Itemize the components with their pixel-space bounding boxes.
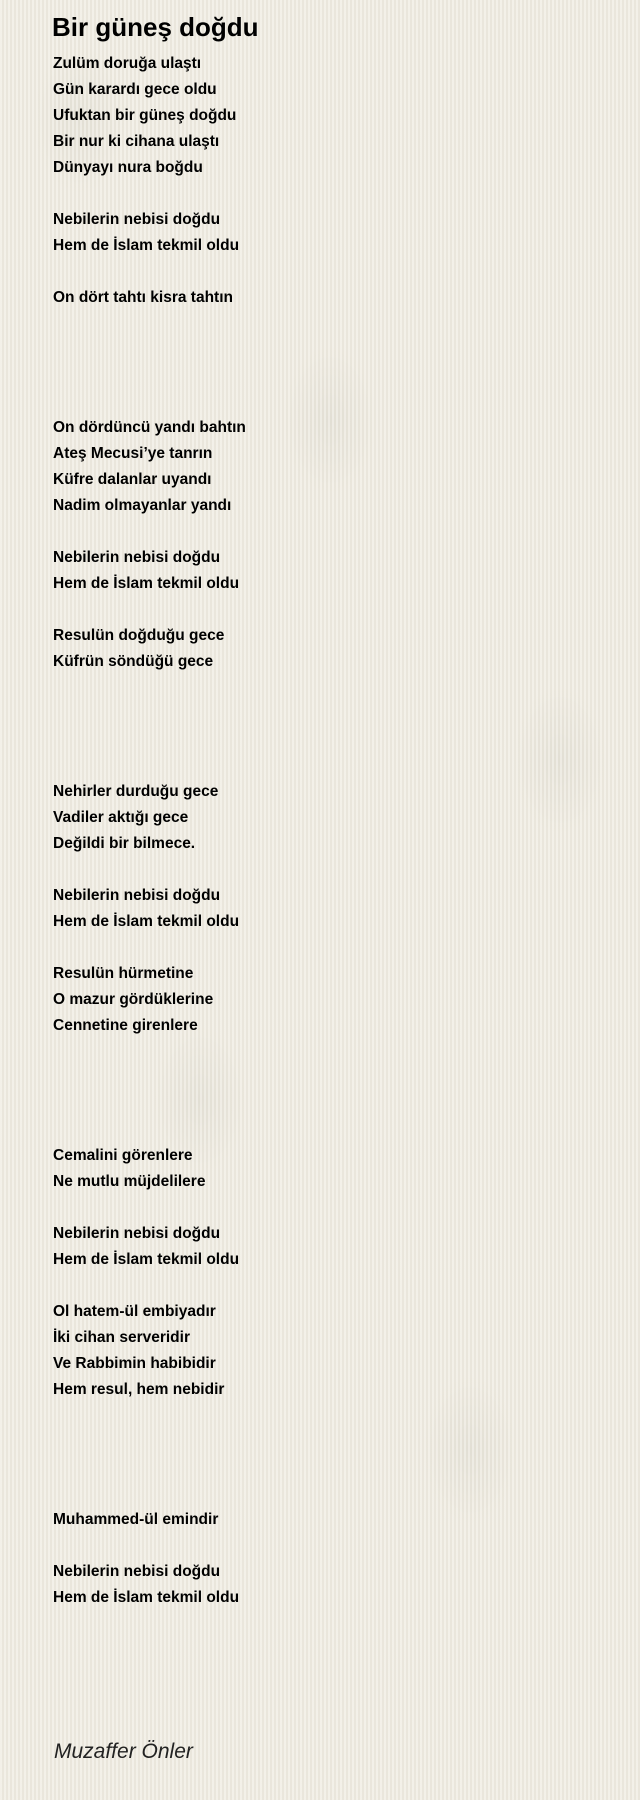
stanza-gap — [53, 311, 613, 389]
poem-line: Ufuktan bir güneş doğdu — [53, 107, 237, 124]
stanza-gap — [53, 935, 613, 961]
poem-line: Nebilerin nebisi doğdu — [53, 1563, 221, 1580]
stanza — [53, 961, 613, 1039]
stanza — [53, 415, 613, 519]
poem-body — [53, 51, 613, 1611]
stanza — [53, 1143, 613, 1195]
stanza — [53, 779, 613, 857]
stanza-gap — [53, 259, 613, 285]
stanza-gap — [53, 1533, 613, 1559]
poem-line: Gün karardı gece oldu — [53, 81, 217, 98]
stanza-gap — [53, 1273, 613, 1299]
poem-line: Muhammed-ül emindir — [53, 1511, 219, 1528]
stanza — [53, 285, 613, 311]
poem-line: Nebilerin nebisi doğdu — [53, 549, 221, 566]
poem-line: Resulün hürmetine — [53, 965, 194, 982]
stanza-gap — [53, 1117, 613, 1143]
poem-line: Ateş Mecusi’ye tanrın — [53, 445, 213, 462]
poem-line: Vadiler aktığı gece — [53, 809, 189, 826]
poem-line: On dört tahtı kisra tahtın — [53, 289, 233, 306]
poem-line: Nebilerin nebisi doğdu — [53, 211, 221, 228]
author-name: Muzaffer Önler — [54, 1740, 193, 1763]
poem-line: Bir nur ki cihana ulaştı — [53, 133, 220, 150]
poem-line: Nehirler durduğu gece — [53, 783, 219, 800]
stanza-gap — [53, 753, 613, 779]
poem-line: Cennetine girenlere — [53, 1017, 198, 1034]
poem-line: Cemalini görenlere — [53, 1147, 193, 1164]
poem-line: Nebilerin nebisi doğdu — [53, 1225, 221, 1242]
poem-line: Resulün doğduğu gece — [53, 627, 225, 644]
poem-line: Nadim olmayanlar yandı — [53, 497, 232, 514]
stanza — [53, 51, 613, 181]
stanza — [53, 207, 613, 259]
stanza-gap — [53, 675, 613, 753]
poem-line: Hem de İslam tekmil oldu — [53, 237, 240, 254]
stanza — [53, 623, 613, 675]
poem-line: Hem resul, hem nebidir — [53, 1381, 225, 1398]
stanza — [53, 1507, 613, 1533]
poem-line: Ol hatem-ül embiyadır — [53, 1303, 216, 1320]
poem-line: O mazur gördüklerine — [53, 991, 214, 1008]
poem-line: Küfre dalanlar uyandı — [53, 471, 212, 488]
poem-line: Ne mutlu müjdelilere — [53, 1173, 206, 1190]
poem-line: Hem de İslam tekmil oldu — [53, 913, 240, 930]
poem-line: Küfrün söndüğü gece — [53, 653, 214, 670]
poem-line: Değildi bir bilmece. — [53, 835, 196, 852]
poem-line: Ve Rabbimin habibidir — [53, 1355, 216, 1372]
stanza-gap — [53, 857, 613, 883]
poem-line: Hem de İslam tekmil oldu — [53, 1251, 240, 1268]
stanza-gap — [53, 1481, 613, 1507]
stanza-gap — [53, 1195, 613, 1221]
poem-line: Nebilerin nebisi doğdu — [53, 887, 221, 904]
stanza — [53, 1221, 613, 1273]
poem-line: Zulüm doruğa ulaştı — [53, 55, 202, 72]
stanza-gap — [53, 519, 613, 545]
poem-line: On dördüncü yandı bahtın — [53, 419, 246, 436]
stanza — [53, 1559, 613, 1611]
poem-line: İki cihan serveridir — [53, 1329, 190, 1346]
stanza-gap — [53, 1403, 613, 1481]
stanza-gap — [53, 181, 613, 207]
stanza — [53, 1299, 613, 1403]
stanza-gap — [53, 389, 613, 415]
poem-title: Bir güneş doğdu — [52, 12, 259, 42]
poem-line: Hem de İslam tekmil oldu — [53, 1589, 240, 1606]
stanza-gap — [53, 1039, 613, 1117]
stanza — [53, 883, 613, 935]
poem-line: Dünyayı nura boğdu — [53, 159, 203, 176]
stanza — [53, 545, 613, 597]
poem-line: Hem de İslam tekmil oldu — [53, 575, 240, 592]
stanza-gap — [53, 597, 613, 623]
